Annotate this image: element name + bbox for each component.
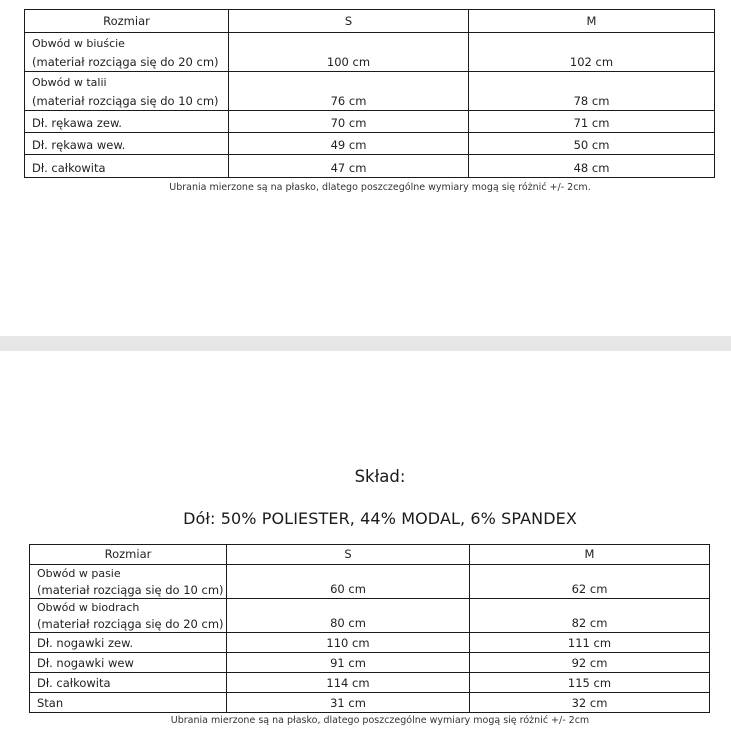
header-size-s: S [227,545,470,565]
row-label-note: (materiał rozciąga się do 20 cm) [32,55,219,69]
bottom-panel [0,351,731,731]
header-rozmiar: Rozmiar [25,10,229,33]
value-s: 49 cm [229,133,469,155]
header-size-m: M [470,545,710,565]
row-label-main: Obwód w biodrach [37,601,140,614]
header-rozmiar: Rozmiar [30,545,227,565]
value-s: 47 cm [229,155,469,178]
table-row [25,72,715,111]
table-header-row [25,10,715,33]
value-s: 70 cm [229,111,469,133]
row-label-note: (materiał rozciąga się do 10 cm) [37,583,224,597]
table-header-row [30,545,710,565]
value-m: 111 cm [470,633,710,653]
table-row [25,155,715,178]
value-s: 114 cm [227,673,470,693]
row-label: Dł. rękawa wew. [25,133,229,155]
row-label [25,33,229,72]
value-m: 50 cm [469,133,715,155]
size-table-top [24,9,715,178]
header-size-s: S [229,10,469,33]
value-m: 92 cm [470,653,710,673]
row-label: Dł. nogawki zew. [30,633,227,653]
value-m: 32 cm [470,693,710,713]
table-row [25,133,715,155]
row-label: Dł. nogawki wew [30,653,227,673]
value-m: 115 cm [470,673,710,693]
header-size-m: M [469,10,715,33]
row-label-main: Obwód w pasie [37,567,121,580]
measurement-note: Ubrania mierzone są na płasko, dlatego poszczególne wymiary mogą się różnić +/- 2cm [170,715,590,726]
value-m: 102 cm [469,33,715,72]
row-label: Dł. całkowita [25,155,229,178]
value-s: 60 cm [227,565,470,599]
table-row [30,673,710,693]
size-table-bottom [29,544,710,713]
row-label: Dł. całkowita [30,673,227,693]
measurement-note: Ubrania mierzone są na płasko, dlatego poszczególne wymiary mogą się różnić +/- 2cm. [169,182,591,193]
row-label: Stan [30,693,227,713]
section-divider [0,336,731,351]
table-row [30,565,710,599]
value-s: 31 cm [227,693,470,713]
value-s: 100 cm [229,33,469,72]
table-row [30,633,710,653]
value-m: 48 cm [469,155,715,178]
composition-text: Dół: 50% POLIESTER, 44% MODAL, 6% SPANDEX [183,509,577,528]
table-row [25,33,715,72]
value-m: 78 cm [469,72,715,111]
value-s: 110 cm [227,633,470,653]
value-m: 71 cm [469,111,715,133]
table-row [30,599,710,633]
row-label [30,599,227,633]
value-s: 76 cm [229,72,469,111]
row-label-main: Obwód w talii [32,76,107,89]
table-row [30,693,710,713]
row-label-note: (materiał rozciąga się do 20 cm) [37,617,224,631]
row-label [25,72,229,111]
value-s: 91 cm [227,653,470,673]
value-s: 80 cm [227,599,470,633]
table-row [25,111,715,133]
row-label-note: (materiał rozciąga się do 10 cm) [32,94,219,108]
composition-heading: Skład: [354,467,406,486]
row-label-main: Obwód w biuście [32,37,125,50]
row-label: Dł. rękawa zew. [25,111,229,133]
value-m: 82 cm [470,599,710,633]
row-label [30,565,227,599]
table-row [30,653,710,673]
value-m: 62 cm [470,565,710,599]
top-panel [0,0,731,336]
